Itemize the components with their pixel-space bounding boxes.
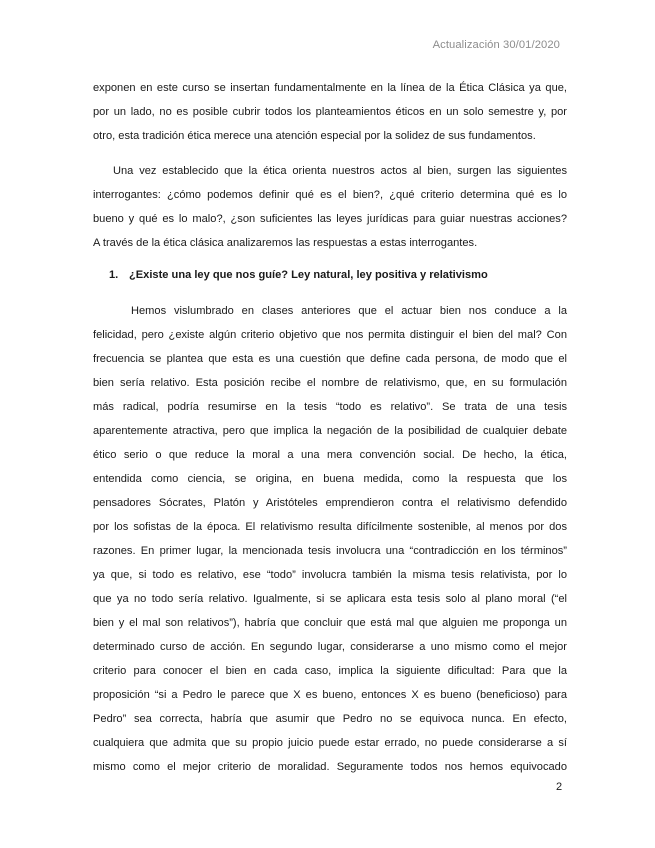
paragraph-line: entendida como ciencia, se origina, en buena medida, como la respuesta que los [93,473,567,485]
paragraph-line: razones. En primer lugar, la mencionada tesis involucra una “contradicción en los términos” [93,545,567,557]
paragraph-line: mismo como el mejor criterio de moralidad. Seguramente todos nos hemos equivocado [93,761,567,773]
paragraph-line: frecuencia se plantea que esta es una cuestión que define cada persona, de modo que el [93,353,567,365]
paragraph-line: proposición “si a Pedro le parece que X es bueno, entonces X es bueno (beneficioso) para [93,689,567,701]
paragraph-line: aparentemente atractiva, pero que implica la negación de la posibilidad de cualquier debate [93,425,567,437]
section-heading: ¿Existe una ley que nos guíe? Ley natural, ley positiva y relativismo [129,269,488,281]
paragraph-line: Pedro” sea correcta, habría que asumir que Pedro no se equivoca nunca. En efecto, [93,713,567,725]
paragraph-line: pensadores Sócrates, Platón y Aristóteles emprendieron contra el relativismo defendido [93,497,567,509]
paragraph-line: exponen en este curso se insertan fundamentalmente en la línea de la Ética Clásica ya que, [93,82,567,94]
paragraph-line: felicidad, pero ¿existe algún criterio objetivo que nos permita distinguir el bien del mal? Con [93,329,567,341]
paragraph-line: determinado curso de acción. En segundo lugar, considerarse a uno mismo como el mejor [93,641,567,653]
paragraph-line: que ya no todo sería relativo. Igualmente, si se aplicara esta tesis solo al plano moral (“el [93,593,567,605]
update-date-header: Actualización 30/01/2020 [432,39,560,51]
section-number: 1. [109,269,119,281]
paragraph-line: más radical, podría resumirse en la tesis “todo es relativo”. Se trata de una tesis [93,401,567,413]
paragraph-line: criterio para conocer el bien en cada caso, implica la siguiente dificultad: Para que la [93,665,567,677]
paragraph-line: otro, esta tradición ética merece una atención especial por la solidez de sus fundamentos. [93,130,536,142]
paragraph-line: A través de la ética clásica analizaremos las respuestas a estas interrogantes. [93,237,478,249]
paragraph-line: ético serio o que reduce la moral a una mera convención social. De hecho, la ética, [93,449,567,461]
paragraph-line: bueno y qué es lo malo?, ¿son suficientes las leyes jurídicas para guiar nuestras acciones? [93,213,567,225]
paragraph-line: por los sofistas de la época. El relativismo resulta difícilmente sostenible, al menos por dos [93,521,567,533]
paragraph-line: Una vez establecido que la ética orienta nuestros actos al bien, surgen las siguientes [113,165,567,177]
paragraph-line: por un lado, no es posible cubrir todos los planteamientos éticos en un solo semestre y, por [93,106,567,118]
paragraph-line: bien y el mal son relativos”), habría que concluir que está mal que alguien me proponga un [93,617,567,629]
paragraph-line: Hemos vislumbrado en clases anteriores que el actuar bien nos conduce a la [131,305,567,317]
paragraph-line: bien sería relativo. Esta posición recibe el nombre de relativismo, que, en su formulación [93,377,567,389]
paragraph-line: cualquiera que admita que su propio juicio puede estar errado, no puede considerarse a sí [93,737,567,749]
page-number: 2 [556,781,563,793]
paragraph-line: ya que, si todo es relativo, ese “todo” involucra también la misma tesis relativista, por lo [93,569,567,581]
paragraph-line: interrogantes: ¿cómo podemos definir qué es el bien?, ¿qué criterio determina qué es lo [93,189,567,201]
